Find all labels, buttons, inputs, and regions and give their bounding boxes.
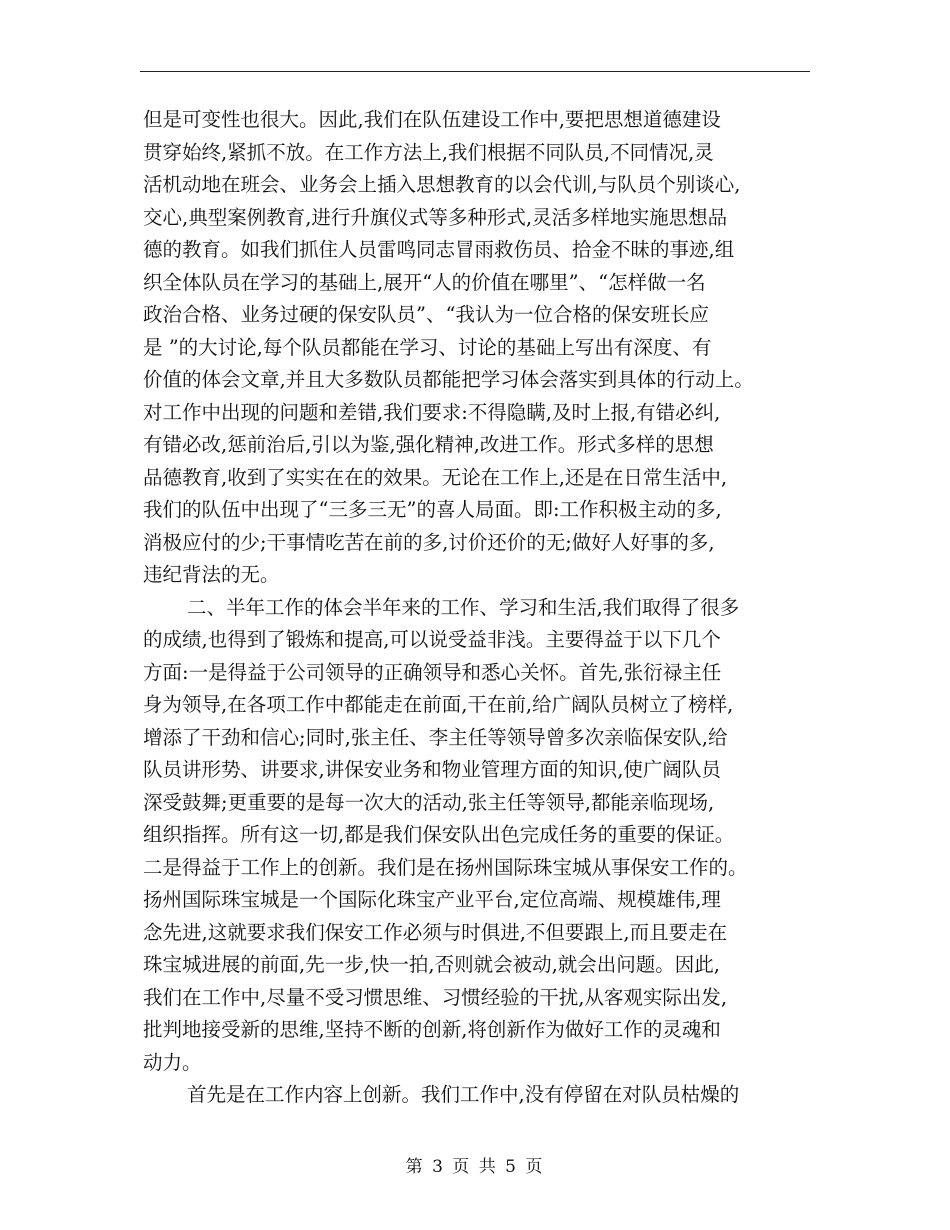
text-line: 增添了干劲和信心;同时,张主任、李主任等领导曾多次亲临保安队,给 — [143, 725, 728, 749]
text-line: 珠宝城进展的前面,先一步,快一拍,否则就会被动,就会出问题。因此, — [143, 953, 720, 976]
text-line: 交心,典型案例教育,进行升旗仪式等多种形式,灵活多样地实施思想品 — [143, 205, 728, 229]
text-line: 扬州国际珠宝城是一个国际化珠宝产业平台,定位高端、规模雄伟,理 — [143, 888, 721, 911]
text-line: 违纪背法的无。 — [143, 563, 280, 586]
text-line: 政治合格、业务过硬的保安队员”、“我认为一位合格的保安班长应 — [143, 303, 709, 326]
text-line: 的成绩,也得到了锻炼和提高,可以说受益非浅。主要得益于以下几个 — [143, 628, 721, 651]
text-line: 贯穿始终,紧抓不放。在工作方法上,我们根据不同队员,不同情况,灵 — [143, 140, 714, 164]
text-line: 念先进,这就要求我们保安工作必须与时俱进,不但要跟上,而且要走在 — [143, 920, 728, 944]
text-line: 有错必改,惩前治后,引以为鉴,强化精神,改进工作。形式多样的思想 — [143, 433, 714, 456]
header-rule — [140, 71, 810, 72]
text-line: 价值的体会文章,并且大多数队员都能把学习体会落实到具体的行动上。 — [143, 368, 754, 391]
text-line: 动力。 — [143, 1050, 202, 1074]
text-line: 消极应付的少;干事情吃苦在前的多,讨价还价的无;做好人好事的多, — [143, 530, 715, 554]
text-line: 二是得益于工作上的创新。我们是在扬州国际珠宝城从事保安工作的。 — [143, 855, 748, 879]
text-line: 我们在工作中,尽量不受习惯思维、习惯经验的干扰,从客观实际出发, — [143, 985, 728, 1009]
text-line: 首先是在工作内容上创新。我们工作中,没有停留在对队员枯燥的 — [187, 1083, 740, 1106]
text-line: 德的教育。如我们抓住人员雷鸣同志冒雨救伤员、拾金不昧的事迹,组 — [143, 238, 735, 261]
text-line: 队员讲形势、讲要求,讲保安业务和物业管理方面的知识,使广阔队员 — [143, 758, 721, 781]
text-line: 我们的队伍中出现了“三多三无”的喜人局面。即:工作积极主动的多, — [143, 498, 722, 521]
text-line: 织全体队员在学习的基础上,展开“人的价值在哪里”、“怎样做一名 — [143, 270, 706, 294]
text-line: 二、半年工作的体会半年来的工作、学习和生活,我们取得了很多 — [187, 595, 740, 619]
text-line: 身为领导,在各项工作中都能走在前面,干在前,给广阔队员树立了榜样, — [143, 693, 734, 716]
text-line: 方面:一是得益于公司领导的正确领导和悉心关怀。首先,张衍禄主任 — [143, 660, 722, 684]
text-line: 是 ”的大讨论,每个队员都能在学习、讨论的基础上写出有深度、有 — [143, 335, 712, 359]
text-line: 组织指挥。所有这一切,都是我们保安队出色完成任务的重要的保证。 — [143, 823, 735, 846]
text-line: 品德教育,收到了实实在在的效果。无论在工作上,还是在日常生活中, — [143, 465, 728, 489]
document-body — [143, 104, 823, 1112]
text-line: 活机动地在班会、业务会上插入思想教育的以会代训,与队员个别谈心, — [143, 173, 741, 196]
text-line: 对工作中出现的问题和差错,我们要求:不得隐瞒,及时上报,有错必纠, — [143, 400, 721, 424]
text-line: 但是可变性也很大。因此,我们在队伍建设工作中,要把思想道德建设 — [143, 108, 721, 131]
text-line: 批判地接受新的思维,坚持不断的创新,将创新作为做好工作的灵魂和 — [143, 1018, 721, 1041]
text-line: 深受鼓舞;更重要的是每一次大的活动,张主任等领导,都能亲临现场, — [143, 790, 715, 814]
page-footer: 第 3 页 共 5 页 — [405, 1157, 545, 1177]
